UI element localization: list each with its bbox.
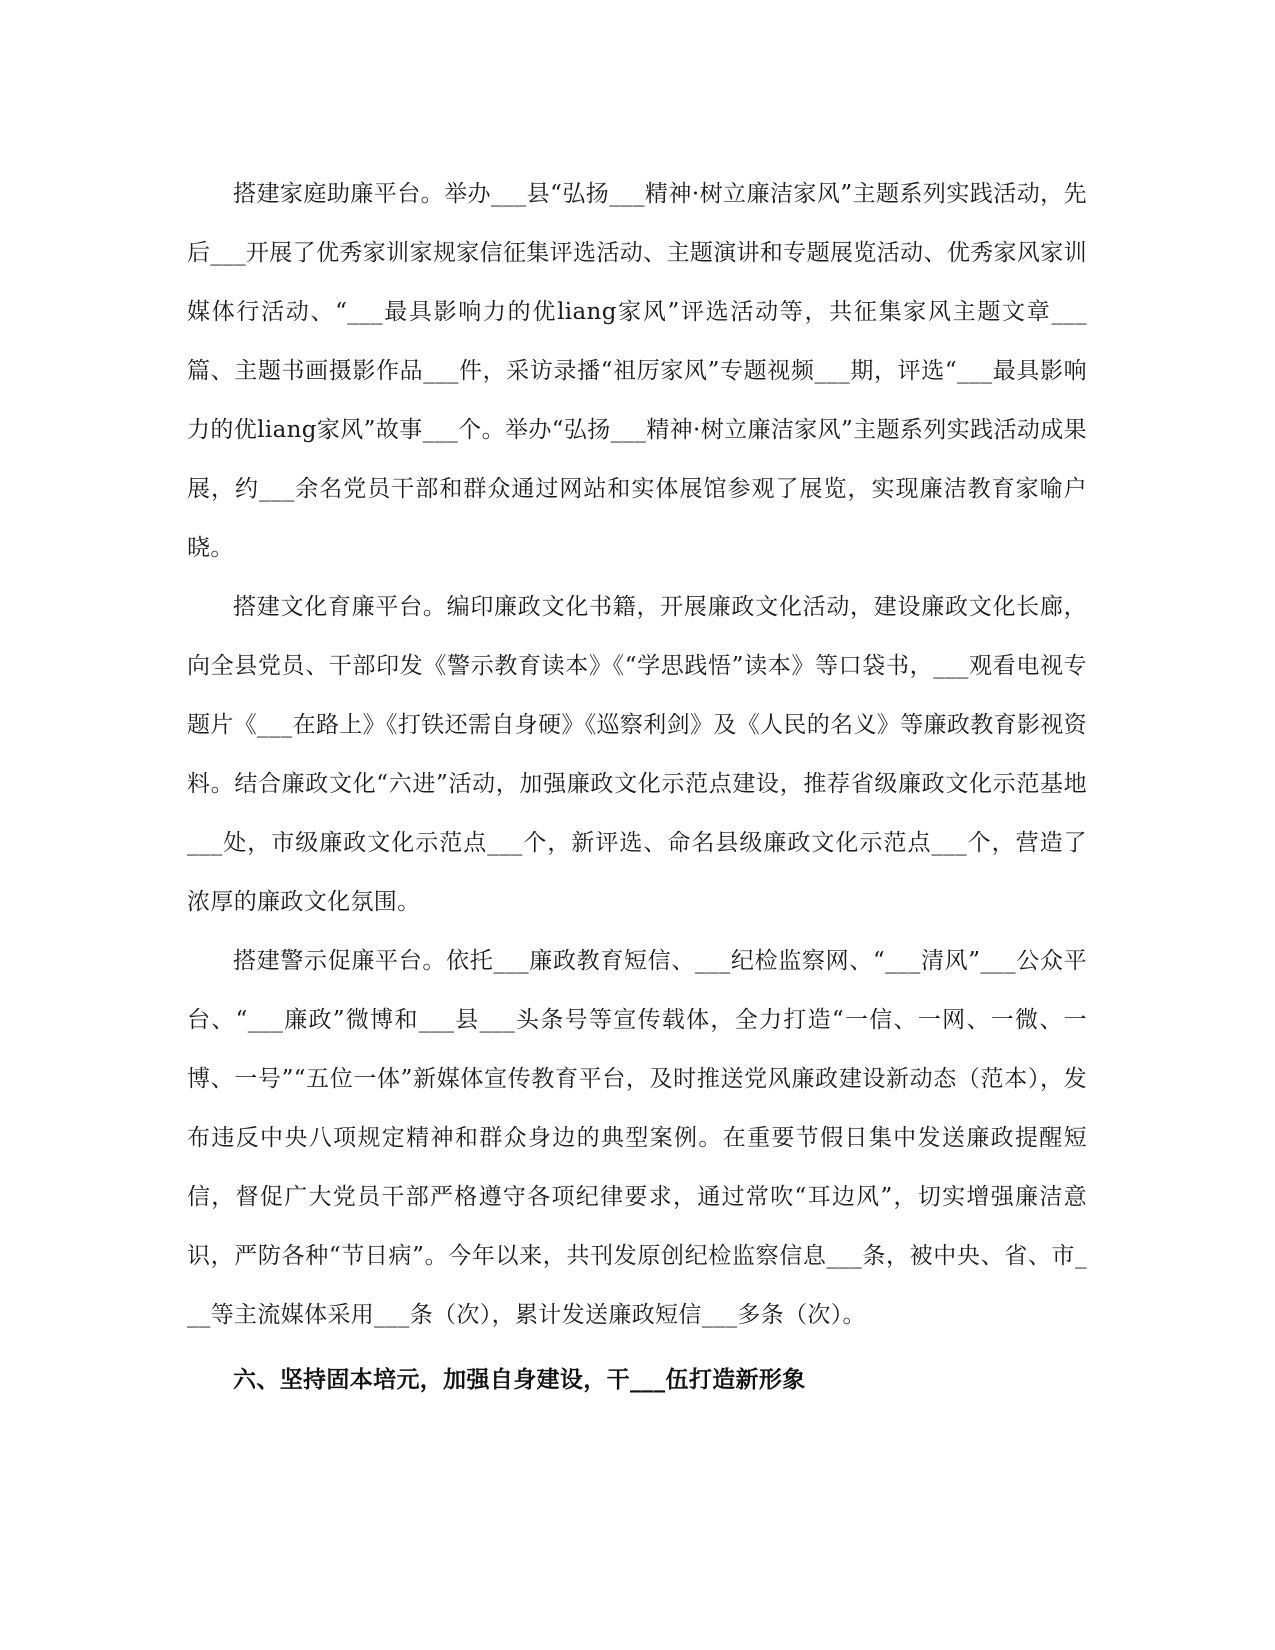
paragraph-family-integrity-platform: 搭建家庭助廉平台。举办___县“弘扬___精神·树立廉洁家风”主题系列实践活动，先后___开展了优秀家训家规家信征集评选活动、主题演讲和专题展览活动、优秀家风家训媒体行活动、“___最具影响力的优liang家风”评选活动等，共征集家风主题文章___篇、主题书画摄影作品___件，采访录播“祖厉家风”专题视频___期，评选“___最具影响力的优liang家风”故事___个。举办“弘扬___精神·树立廉洁家风”主题系列实践活动成果展，约___余名党员干部和群众通过网站和实体展馆参观了展览，实现廉洁教育家喻户晓。	[187, 181, 1087, 561]
paragraph-culture-integrity-platform: 搭建文化育廉平台。编印廉政文化书籍，开展廉政文化活动，建设廉政文化长廊，向全县党员、干部印发《警示教育读本》《“学思践悟”读本》等口袋书，___观看电视专题片《___在路上》《打铁还需自身硬》《巡察利剑》及《人民的名义》等廉政教育影视资料。结合廉政文化“六进”活动，加强廉政文化示范点建设，推荐省级廉政文化示范基地___处，市级廉政文化示范点___个，新评选、命名县级廉政文化示范点___个，营造了浓厚的廉政文化氛围。	[187, 594, 1087, 915]
document-body	[187, 165, 1087, 1410]
paragraph-warning-integrity-platform: 搭建警示促廉平台。依托___廉政教育短信、___纪检监察网、“___清风”___公众平台、“___廉政”微博和___县___头条号等宣传载体，全力打造“一信、一网、一微、一博、一号”“五位一体”新媒体宣传教育平台，及时推送党风廉政建设新动态（范本），发布违反中央八项规定精神和群众身边的典型案例。在重要节假日集中发送廉政提醒短信，督促广大党员干部严格遵守各项纪律要求，通过常吹“耳边风”，切实增强廉洁意识，严防各种“节日病”。今年以来，共刊发原创纪检监察信息___条，被中央、省、市___等主流媒体采用___条（次），累计发送廉政短信___多条（次）。	[187, 948, 1087, 1328]
section-heading: 六、坚持固本培元，加强自身建设，干___伍打造新形象	[233, 1367, 806, 1393]
